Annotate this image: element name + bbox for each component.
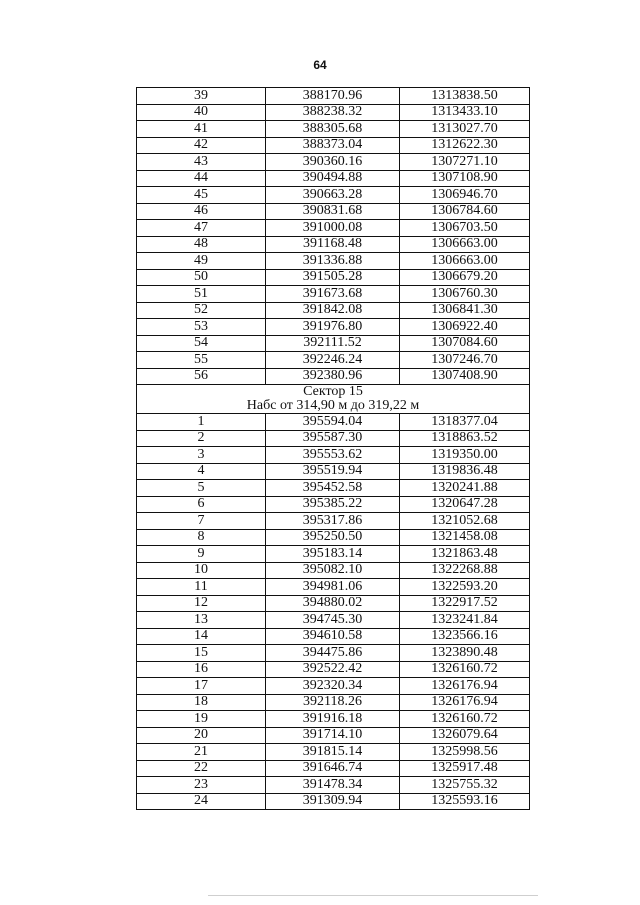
point-number-cell: 40: [137, 104, 266, 121]
table-row: [137, 546, 530, 563]
x-coordinate-cell: 391673.68: [266, 286, 400, 303]
table-row: [137, 562, 530, 579]
y-coordinate-cell: 1325755.32: [400, 777, 530, 794]
x-coordinate-cell: 388170.96: [266, 88, 400, 105]
table-row: [137, 579, 530, 596]
x-coordinate-cell: 392320.34: [266, 678, 400, 695]
table-row: [137, 88, 530, 105]
x-coordinate-cell: 391976.80: [266, 319, 400, 336]
y-coordinate-cell: 1319350.00: [400, 447, 530, 464]
point-number-cell: 53: [137, 319, 266, 336]
sector-header-row: [137, 385, 530, 414]
y-coordinate-cell: 1307271.10: [400, 154, 530, 171]
y-coordinate-cell: 1313433.10: [400, 104, 530, 121]
x-coordinate-cell: 388305.68: [266, 121, 400, 138]
point-number-cell: 23: [137, 777, 266, 794]
point-number-cell: 5: [137, 480, 266, 497]
table-row: [137, 727, 530, 744]
y-coordinate-cell: 1306841.30: [400, 302, 530, 319]
y-coordinate-cell: 1313027.70: [400, 121, 530, 138]
table-row: [137, 744, 530, 761]
y-coordinate-cell: 1320241.88: [400, 480, 530, 497]
point-number-cell: 47: [137, 220, 266, 237]
y-coordinate-cell: 1306679.20: [400, 269, 530, 286]
point-number-cell: 6: [137, 496, 266, 513]
x-coordinate-cell: 394745.30: [266, 612, 400, 629]
point-number-cell: 14: [137, 628, 266, 645]
y-coordinate-cell: 1326176.94: [400, 694, 530, 711]
y-coordinate-cell: 1323566.16: [400, 628, 530, 645]
table-row: [137, 220, 530, 237]
point-number-cell: 15: [137, 645, 266, 662]
point-number-cell: 12: [137, 595, 266, 612]
x-coordinate-cell: 392380.96: [266, 368, 400, 385]
table-row: [137, 612, 530, 629]
point-number-cell: 9: [137, 546, 266, 563]
y-coordinate-cell: 1307246.70: [400, 352, 530, 369]
x-coordinate-cell: 395594.04: [266, 414, 400, 431]
table-row: [137, 496, 530, 513]
table-row: [137, 253, 530, 270]
x-coordinate-cell: 391815.14: [266, 744, 400, 761]
x-coordinate-cell: 394610.58: [266, 628, 400, 645]
table-row: [137, 368, 530, 385]
x-coordinate-cell: 392522.42: [266, 661, 400, 678]
table-row: [137, 414, 530, 431]
x-coordinate-cell: 391916.18: [266, 711, 400, 728]
y-coordinate-cell: 1325593.16: [400, 793, 530, 810]
x-coordinate-cell: 395250.50: [266, 529, 400, 546]
y-coordinate-cell: 1306663.00: [400, 253, 530, 270]
table-row: [137, 137, 530, 154]
point-number-cell: 56: [137, 368, 266, 385]
table-row: [137, 661, 530, 678]
sector-title: Сектор 15: [303, 384, 363, 399]
sector-subtitle: Набс от 314,90 м до 319,22 м: [246, 398, 420, 413]
x-coordinate-cell: 390663.28: [266, 187, 400, 204]
y-coordinate-cell: 1320647.28: [400, 496, 530, 513]
table-row: [137, 645, 530, 662]
point-number-cell: 54: [137, 335, 266, 352]
x-coordinate-cell: 392118.26: [266, 694, 400, 711]
point-number-cell: 21: [137, 744, 266, 761]
y-coordinate-cell: 1323890.48: [400, 645, 530, 662]
y-coordinate-cell: 1325998.56: [400, 744, 530, 761]
x-coordinate-cell: 394981.06: [266, 579, 400, 596]
point-number-cell: 42: [137, 137, 266, 154]
x-coordinate-cell: 391646.74: [266, 760, 400, 777]
x-coordinate-cell: 391000.08: [266, 220, 400, 237]
point-number-cell: 55: [137, 352, 266, 369]
point-number-cell: 39: [137, 88, 266, 105]
table-row: [137, 302, 530, 319]
point-number-cell: 7: [137, 513, 266, 530]
x-coordinate-cell: 395317.86: [266, 513, 400, 530]
table-row: [137, 121, 530, 138]
table-row: [137, 793, 530, 810]
table-row: [137, 628, 530, 645]
point-number-cell: 8: [137, 529, 266, 546]
x-coordinate-cell: 390360.16: [266, 154, 400, 171]
table-row: [137, 269, 530, 286]
table-row: [137, 335, 530, 352]
y-coordinate-cell: 1325917.48: [400, 760, 530, 777]
table-row: [137, 513, 530, 530]
x-coordinate-cell: 391336.88: [266, 253, 400, 270]
table-row: [137, 352, 530, 369]
table-row: [137, 187, 530, 204]
sector-header: [137, 385, 530, 414]
x-coordinate-cell: 395183.14: [266, 546, 400, 563]
table-row: [137, 463, 530, 480]
table-row: [137, 170, 530, 187]
point-number-cell: 44: [137, 170, 266, 187]
page-number: 64: [313, 58, 327, 72]
x-coordinate-cell: 395452.58: [266, 480, 400, 497]
point-number-cell: 41: [137, 121, 266, 138]
x-coordinate-cell: 391842.08: [266, 302, 400, 319]
y-coordinate-cell: 1306703.50: [400, 220, 530, 237]
x-coordinate-cell: 395553.62: [266, 447, 400, 464]
table-row: [137, 104, 530, 121]
table-row: [137, 694, 530, 711]
y-coordinate-cell: 1318377.04: [400, 414, 530, 431]
x-coordinate-cell: 388373.04: [266, 137, 400, 154]
point-number-cell: 18: [137, 694, 266, 711]
y-coordinate-cell: 1321052.68: [400, 513, 530, 530]
y-coordinate-cell: 1326079.64: [400, 727, 530, 744]
point-number-cell: 1: [137, 414, 266, 431]
point-number-cell: 16: [137, 661, 266, 678]
y-coordinate-cell: 1322917.52: [400, 595, 530, 612]
x-coordinate-cell: 391168.48: [266, 236, 400, 253]
y-coordinate-cell: 1319836.48: [400, 463, 530, 480]
table-row: [137, 595, 530, 612]
y-coordinate-cell: 1307408.90: [400, 368, 530, 385]
x-coordinate-cell: 395385.22: [266, 496, 400, 513]
y-coordinate-cell: 1306760.30: [400, 286, 530, 303]
table-row: [137, 711, 530, 728]
table-row: [137, 286, 530, 303]
table-row: [137, 760, 530, 777]
x-coordinate-cell: 388238.32: [266, 104, 400, 121]
table-row: [137, 529, 530, 546]
x-coordinate-cell: 391309.94: [266, 793, 400, 810]
table-row: [137, 236, 530, 253]
point-number-cell: 48: [137, 236, 266, 253]
point-number-cell: 50: [137, 269, 266, 286]
point-number-cell: 4: [137, 463, 266, 480]
point-number-cell: 43: [137, 154, 266, 171]
point-number-cell: 52: [137, 302, 266, 319]
x-coordinate-cell: 395519.94: [266, 463, 400, 480]
point-number-cell: 13: [137, 612, 266, 629]
coordinates-table: [136, 87, 530, 810]
y-coordinate-cell: 1326160.72: [400, 711, 530, 728]
coordinates-table-body-bottom: [137, 414, 530, 810]
table-row: [137, 319, 530, 336]
y-coordinate-cell: 1306922.40: [400, 319, 530, 336]
table-row: [137, 447, 530, 464]
point-number-cell: 10: [137, 562, 266, 579]
point-number-cell: 51: [137, 286, 266, 303]
y-coordinate-cell: 1326176.94: [400, 678, 530, 695]
x-coordinate-cell: 392111.52: [266, 335, 400, 352]
x-coordinate-cell: 391478.34: [266, 777, 400, 794]
point-number-cell: 49: [137, 253, 266, 270]
point-number-cell: 2: [137, 430, 266, 447]
point-number-cell: 3: [137, 447, 266, 464]
x-coordinate-cell: 390831.68: [266, 203, 400, 220]
table-row: [137, 678, 530, 695]
y-coordinate-cell: 1306946.70: [400, 187, 530, 204]
point-number-cell: 45: [137, 187, 266, 204]
x-coordinate-cell: 391714.10: [266, 727, 400, 744]
x-coordinate-cell: 392246.24: [266, 352, 400, 369]
coordinates-table-body-top: [137, 88, 530, 385]
y-coordinate-cell: 1321863.48: [400, 546, 530, 563]
table-row: [137, 430, 530, 447]
y-coordinate-cell: 1321458.08: [400, 529, 530, 546]
y-coordinate-cell: 1318863.52: [400, 430, 530, 447]
table-row: [137, 777, 530, 794]
y-coordinate-cell: 1312622.30: [400, 137, 530, 154]
table-row: [137, 480, 530, 497]
y-coordinate-cell: 1323241.84: [400, 612, 530, 629]
y-coordinate-cell: 1306784.60: [400, 203, 530, 220]
x-coordinate-cell: 395587.30: [266, 430, 400, 447]
x-coordinate-cell: 391505.28: [266, 269, 400, 286]
y-coordinate-cell: 1326160.72: [400, 661, 530, 678]
y-coordinate-cell: 1313838.50: [400, 88, 530, 105]
point-number-cell: 22: [137, 760, 266, 777]
y-coordinate-cell: 1322593.20: [400, 579, 530, 596]
y-coordinate-cell: 1306663.00: [400, 236, 530, 253]
y-coordinate-cell: 1322268.88: [400, 562, 530, 579]
x-coordinate-cell: 395082.10: [266, 562, 400, 579]
x-coordinate-cell: 394880.02: [266, 595, 400, 612]
table-row: [137, 154, 530, 171]
point-number-cell: 46: [137, 203, 266, 220]
x-coordinate-cell: 390494.88: [266, 170, 400, 187]
point-number-cell: 19: [137, 711, 266, 728]
point-number-cell: 11: [137, 579, 266, 596]
point-number-cell: 20: [137, 727, 266, 744]
point-number-cell: 24: [137, 793, 266, 810]
sector-header-cell: [137, 385, 530, 414]
table-row: [137, 203, 530, 220]
point-number-cell: 17: [137, 678, 266, 695]
scan-edge-line: [208, 895, 538, 896]
y-coordinate-cell: 1307084.60: [400, 335, 530, 352]
y-coordinate-cell: 1307108.90: [400, 170, 530, 187]
x-coordinate-cell: 394475.86: [266, 645, 400, 662]
